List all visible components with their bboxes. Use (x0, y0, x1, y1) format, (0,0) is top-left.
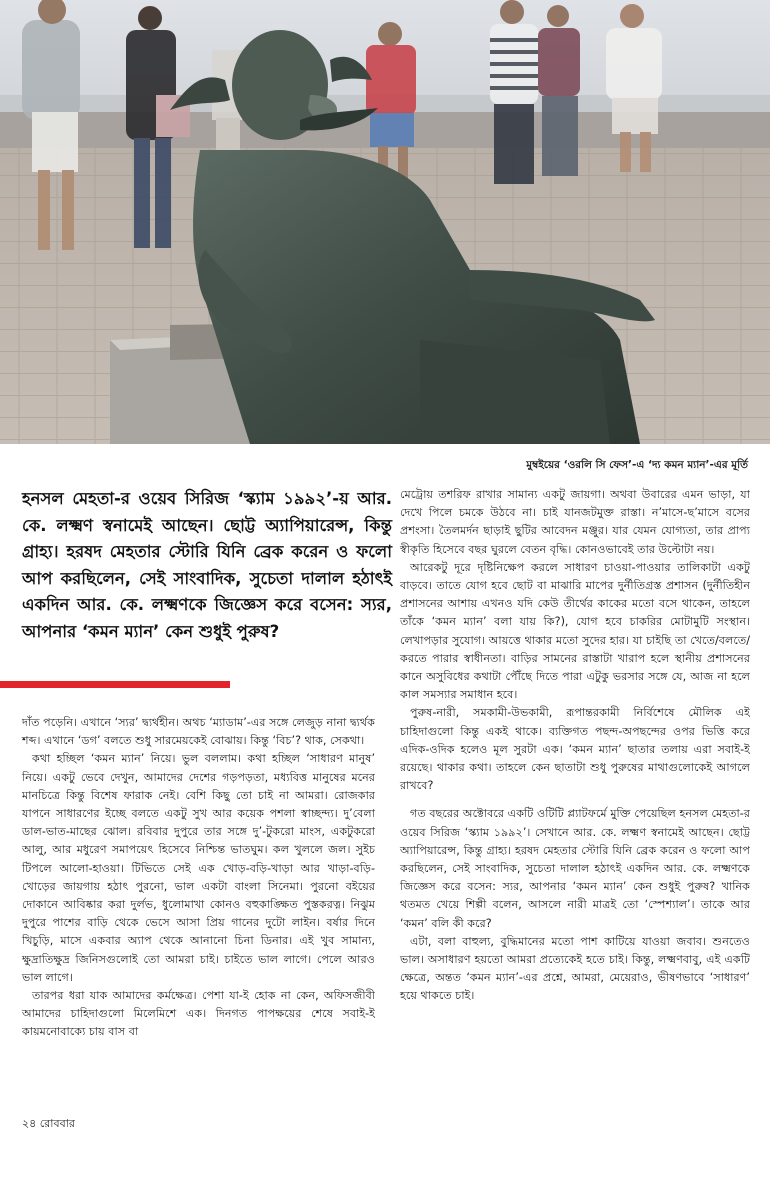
paragraph: দাঁত পড়েনি। এখানে ‘স্যর’ দ্ব্যর্থহীন। অথচ ‘ম্যাডাম’-এর সঙ্গে লেজুড় নানা দ্ব্যর্থক শব্দ। এখানে ‘ডগ’ বলতে শুধু সারমেয়কেই বোঝায়। কিন্তু ‘বিচ’? থাক, সেকথা। (22, 716, 375, 748)
paragraph: পুরুষ-নারী, সমকামী-উভকামী, রূপান্তরকামী নির্বিশেষে মৌলিক এই চাহিদাগুলো কিন্তু একই থাকে। ব্যক্তিগত পছন্দ-অপছন্দের ওপর ভিত্তি করে এদিক-ওদিক হলেও মূল সুরটা এক। ‘কমন ম্যান’ ছাতার তলায় এরা সবাই-ই রয়েছে। থাকার কথা। তাহলে কেন ছাতাটা শুধু পুরুষের মাথাগুলোকেই আগলে রাখবে? (400, 706, 750, 793)
pull-quote: হনসল মেহতা-র ওয়েব সিরিজ ‘স্ক্যাম ১৯৯২’-য় আর. কে. লক্ষ্মণ স্বনামেই আছেন। ছোট্ট অ্যাপিয়ারেন্স, কিন্তু গ্রাহ্য। হরষদ মেহতার স্টোরি যিনি ব্রেক করেন ও ফলো আপ করছিলেন, সেই সাংবাদিক, সুচেতা দালাল হঠাৎই একদিন আর. কে. লক্ষ্মণকে জিজ্ঞেস করে বসেন: স্যর, আপনার ‘কমন ম্যান’ কেন শুধুই পুরুষ? (22, 489, 392, 641)
paragraph: কথা হচ্ছিল ‘কমন ম্যান’ নিয়ে। ভুল বললাম। কথা হচ্ছিল ‘সাধারণ মানুষ’ নিয়ে। একটু ভেবে দেখুন, আমাদের দেশের গড়পড়তা, মধ্যবিত্ত মানুষের মনের মানচিত্রে কিন্তু বিশেষ ফারাক নেই। বেশি কিছু তো চাই না আমরা। রোজকার যাপনে সাধারণের ইচ্ছে বলতে একটু সুখ আর কয়েক পশলা স্বাচ্ছন্দ্য। দু’বেলা ডাল-ভাত-মাছের ঝোল। রবিবার দুপুরে তার সঙ্গে দু’-টুকরো মাংস, একটুকরো আলু, আর মধুরেণ সমাপয়েৎ হিসেবে নিশ্চিন্ত ভাতঘুম। কল খুললে জল। সুইচ টিপলে আলো-হাওয়া। টিভিতে সেই এক খোড়-বড়ি-খাড়া আর খাড়া-বড়ি-খোড়ের জায়গায় হঠাৎ পুরনো, ভাল একটা বাংলা সিনেমা। পুরনো বইয়ের দোকানে আবিষ্কার করা দুর্লভ, ধুলোমাখা কোনও বহুকাঙ্ক্ষিত পুস্তকরত্ন। নিঝুম দুপুরে পাশের বাড়ি থেকে ভেসে আসা প্রিয় গানের দুটো লাইন। বর্ষার দিনে খিচুড়ি, মাসে একবার অ্যাপ থেকে আনানো চিনা ডিনার। এই খুব সামান্য, ক্ষুদ্রাতিক্ষুদ্র জিনিসগুলোই তো আমরা চাই। চাইতে ভাল লাগে। পেলে আরও ভাল লাগে। (22, 752, 375, 984)
accent-divider (0, 681, 230, 688)
left-column (22, 714, 375, 1042)
paragraph: এটা, বলা বাহুল্য, বুদ্ধিমানের মতো পাশ কাটিয়ে যাওয়া জবাব। শুনতেও ভাল। অসাধারণ হয়তো আমরা প্রত্যেকেই হতে চাই। কিন্তু, লক্ষ্মণবাবু, এই একটি ক্ষেত্রে, অন্তত ‘কমন ম্যান’-এর প্রশ্নে, আমরা, মেয়েরাও, ভীষণভাবে ‘সাধারণ’ হয়ে থাকতে চাই। (400, 934, 750, 1003)
paragraph: মেট্রোয় তশরিফ রাখার সামান্য একটু জায়গা। অথবা উবারের এমন ভাড়া, যা দেখে পিলে চমকে উঠবে না। চাই যানজটমুক্ত রাস্তা। ন’মাসে-ছ’মাসে বসের প্রশংসা। তৈলমর্দন ছাড়াই ছুটির আবেদন মঞ্জুর। যার যেমন যোগ্যতা, তার প্রাপ্য স্বীকৃতি হিসেবে বছর ঘুরলে বেতন বৃদ্ধি। কোনওভাবেই তার উল্টোটা নয়। (400, 488, 750, 556)
paragraph: গত বছরের অক্টোবরে একটি ওটিটি প্ল্যাটফর্মে মুক্তি পেয়েছিল হনসল মেহতা-র ওয়েব সিরিজ ‘স্ক্যাম ১৯৯২’। সেখানে আর. কে. লক্ষ্মণ স্বনামেই আছেন। ছোট্ট অ্যাপিয়ারেন্স, কিন্তু গ্রাহ্য। হরষদ মেহতার স্টোরি যিনি ব্রেক করেন ও ফলো আপ করছিলেন, সেই সাংবাদিক, সুচেতা দালাল হঠাৎই একদিন আর. কে. লক্ষ্মণকে জিজ্ঞেস করে বসেন: স্যর, আপনার ‘কমন ম্যান’ কেন শুধুই পুরুষ? খানিক থতমত খেয়ে শিল্পী বলেন, আসলে নারী মাত্রই তো ‘স্পেশ্যাল’। তাকে আর ‘কমন’ বলি কী করে? (400, 807, 750, 930)
right-column (400, 486, 750, 1006)
paragraph: তারপর ধরা যাক আমাদের কর্মক্ষেত্র। পেশা যা-ই হোক না কেন, অফিসজীবী আমাদের চাহিদাগুলো মিলেমিশে এক। দিনগত পাপক্ষয়ের শেষে সবাই-ই কায়মনোবাক্যে চায় বাস বা (22, 989, 375, 1039)
page-footer: ২৪ রোববার (22, 1117, 75, 1130)
photo-caption: মুম্বইয়ের ‘ওরলি সি ফেস’-এ ‘দ্য কমন ম্যান’-এর মূর্তি (526, 459, 748, 471)
statue-photo (0, 0, 770, 444)
paragraph: আরেকটু দূরে দৃষ্টিনিক্ষেপ করলে সাধারণ চাওয়া-পাওয়ার তালিকাটা একটু বাড়বে। তাতে যোগ হবে ছোট বা মাঝারি মাপের দুর্নীতিগ্রস্ত প্রশাসন (দুর্নীতিহীন প্রশাসনের আশায় এখনও যদি কেউ তীর্থের কাকের মতো বসে থাকেন, তাহলে তাঁকে ‘কমন ম্যান’ বলা যায় কি?), যোগ হবে চাকরির মোটামুটি সংস্থান। লেখাপড়ার সুযোগ। আয়ত্তে থাকার মতো সুদের হার। যা চাইছি তা খেতে/বলতে/করতে পারার স্বাধীনতা। বাড়ির সামনের রাস্তাটা খারাপ হলে স্থানীয় প্রশাসনের কানে অসুবিধের কথাটা পৌঁছে দিতে পারা এটুকু ভরসার সঙ্গে যে, আজ না হলে কাল সমস্যার সমাধান হবে। (400, 560, 750, 702)
